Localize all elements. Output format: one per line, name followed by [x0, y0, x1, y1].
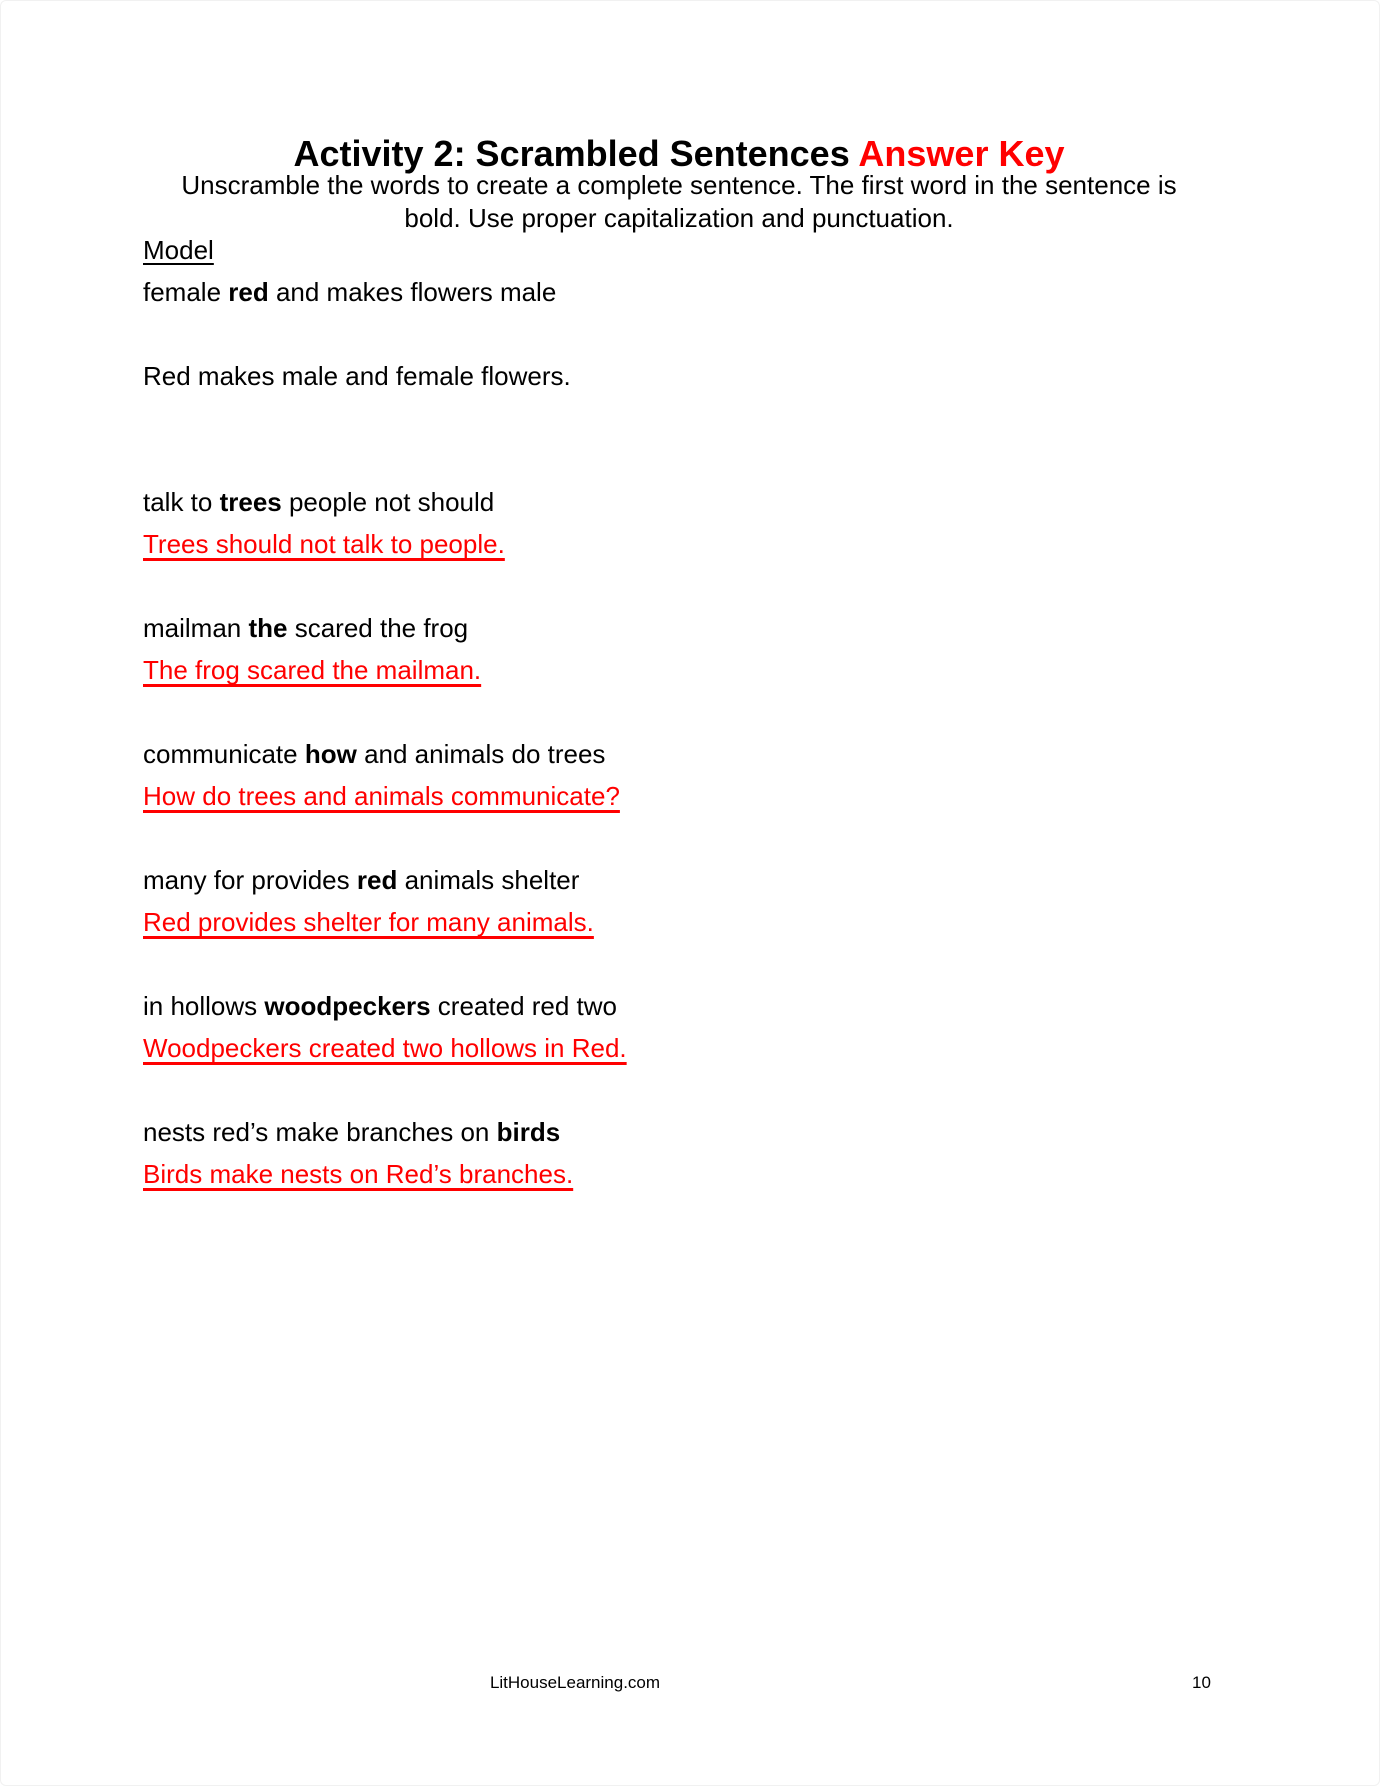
scrambled-sentence: [143, 985, 1215, 1027]
scrambled-text: female: [143, 277, 229, 307]
model-answer-sentence: Red makes male and female flowers.: [143, 361, 571, 391]
scrambled-bold-word: how: [304, 739, 357, 769]
scrambled-text: and animals do trees: [356, 739, 606, 769]
instructions-line-1: Unscramble the words to create a complete sentence. The first word in the sentence is: [181, 170, 1177, 200]
model-heading: [143, 229, 1215, 271]
scrambled-sentence: [143, 1111, 1215, 1153]
scrambled-sentence: [143, 607, 1215, 649]
footer-site-text: LitHouseLearning.com: [489, 1673, 661, 1692]
answer-sentence: Birds make nests on Red’s branches.: [143, 1159, 574, 1189]
scrambled-bold-word: woodpeckers: [264, 991, 431, 1021]
scrambled-bold-word: trees: [219, 487, 282, 517]
scrambled-bold-word: birds: [496, 1117, 561, 1147]
scrambled-text: created red two: [430, 991, 618, 1021]
answer-sentence: Woodpeckers created two hollows in Red.: [143, 1033, 627, 1063]
model-scrambled-sentence: [143, 271, 1215, 313]
scrambled-text: many for provides: [143, 865, 357, 895]
exercise-item: [143, 481, 1215, 565]
exercise-item: [143, 859, 1215, 943]
answer-sentence: Trees should not talk to people.: [143, 529, 505, 559]
scrambled-text: and makes flowers male: [268, 277, 557, 307]
exercise-item: [143, 733, 1215, 817]
instructions-line-2: bold. Use proper capitalization and punctuation.: [404, 203, 954, 233]
model-heading-text: Model: [143, 235, 214, 265]
exercise-item: [143, 1111, 1215, 1195]
exercise-item: [143, 607, 1215, 691]
page-title-text: Activity 2: Scrambled Sentences: [293, 133, 850, 175]
scrambled-text: people not should: [281, 487, 495, 517]
instructions: [143, 169, 1215, 235]
scrambled-text: nests red’s make branches on: [143, 1117, 497, 1147]
scrambled-bold-word: red: [356, 865, 398, 895]
exercise-item: [143, 985, 1215, 1069]
page-number: 10: [1192, 1673, 1211, 1692]
spacer: [143, 397, 1215, 481]
scrambled-sentence: [143, 481, 1215, 523]
scrambled-bold-word: red: [228, 277, 269, 307]
scrambled-text: mailman: [143, 613, 249, 643]
answer-key-label: Answer Key: [858, 133, 1065, 175]
answer-sentence: Red provides shelter for many animals.: [143, 907, 594, 937]
scrambled-text: animals shelter: [397, 865, 580, 895]
answer-sentence: How do trees and animals communicate?: [143, 781, 620, 811]
scrambled-text: in hollows: [143, 991, 265, 1021]
scrambled-sentence: [143, 859, 1215, 901]
scrambled-text: communicate: [143, 739, 305, 769]
exercise-list: [143, 229, 1215, 1195]
scrambled-text: scared the frog: [287, 613, 469, 643]
scrambled-text: talk to: [143, 487, 220, 517]
scrambled-bold-word: the: [248, 613, 288, 643]
answer-sentence: The frog scared the mailman.: [143, 655, 482, 685]
spacer: [143, 313, 1215, 355]
scrambled-sentence: [143, 733, 1215, 775]
